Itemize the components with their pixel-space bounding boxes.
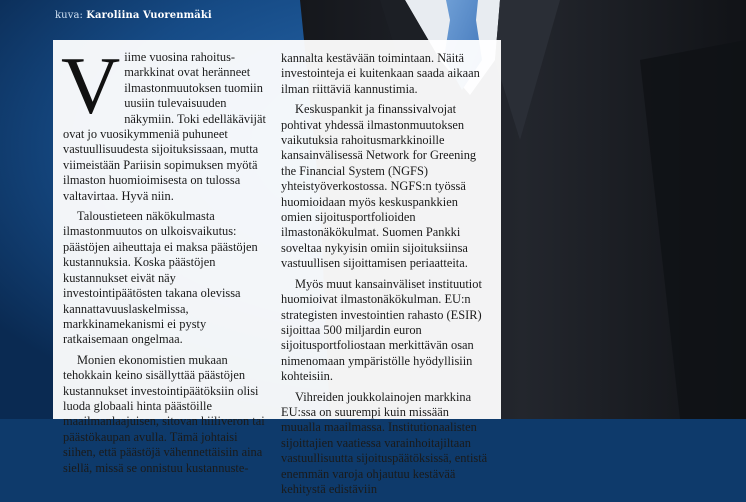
article-paragraph: Keskuspankit ja finanssivalvojat pohtivat yhdessä ilmastonmuutoksen vaikutuksia rahoitusmarkkinoille kansainvälisessä Network for Greening the Financial System (NGFS) yhteistyöverkostossa. NGFS:n työssä huomioidaan myös keskuspankkien omien sijoitusportfolioiden ilmastonäkökulmat. Suomen Pankki soveltaa nykyisin omiin sijoituksiinsa vastuullisen sijoittamisen periaatteita. [281, 102, 477, 271]
photo-credit [55, 10, 212, 21]
article-paragraph [61, 40, 269, 204]
article-paragraph: Myös muut kansainväliset instituutiot huomioivat ilmastonäkökulman. EU:n strategisten investointien rahasto (ESIR) sijoittaa 500 miljardin euron sijoitusportfoliostaan merkittävän osan nimenomaan ympäristölle hyödyllisiin kohteisiin. [281, 276, 482, 384]
article-text-panel [53, 40, 501, 496]
photo-credit-prefix: kuva: [55, 10, 83, 21]
photo-credit-author: Karoliina Vuorenmäki [86, 10, 212, 21]
article-paragraph: Monien ekonomistien mukaan tehokkain keino sisällyttää päästöjen kustannukset investointipäätöksiin olisi luoda globaali hinta päästöille maailmanlaajuisen, sitovan hiiliveron tai päästökaupan avulla. Tämä johtaisi siihen, että päästöjä vähennettäisiin aina siellä, missä se onnistuu kustannuste- [63, 352, 265, 475]
article-column-left [61, 40, 269, 481]
article-paragraph: Vihreiden joukkolainojen markkina EU:ssa on suurempi kuin missään muualla maailmassa. Institutionaalisten sijoittajien vaatiessa varainhoitajiltaan vastuullisuutta sijoituspäätöksissä, entistä enemmän varoja ohjautuu kestävää kehitystä edistäviin [281, 389, 488, 496]
article-paragraph: Taloustieteen näkökulmasta ilmastonmuutos on ulkoisvaikutus: päästöjen aiheuttaja ei maksa päästöjen kustannuksia. Koska päästöjen kustannukset eivät näy investointipäätösten takana olevissa kannattavuuslaskelmissa, markkinamekanismi ei pysty ratkaisemaan ongelmaa. [63, 209, 258, 347]
article-paragraph: kannalta kestävään toimintaan. Näitä investointeja ei kuitenkaan saada aikaan ilman riittäviä kannustimia. [281, 51, 480, 96]
article-column-right [281, 51, 491, 502]
paragraph-text: iime vuosina rahoitus-markkinat ovat heränneet ilmastonmuutoksen tuomiin uusiin tulevaisuuden näkymiin. Toki edelläkävijät ovat jo vuosikymmeniä puhuneet vastuullisuudesta sijoituksissaan, mutta viimeistään Pariisin sopimuksen myötä ilmaston huomioimisesta on tulossa valtavirtaa. Hyvä niin. [63, 50, 266, 203]
drop-cap: V [61, 40, 121, 131]
